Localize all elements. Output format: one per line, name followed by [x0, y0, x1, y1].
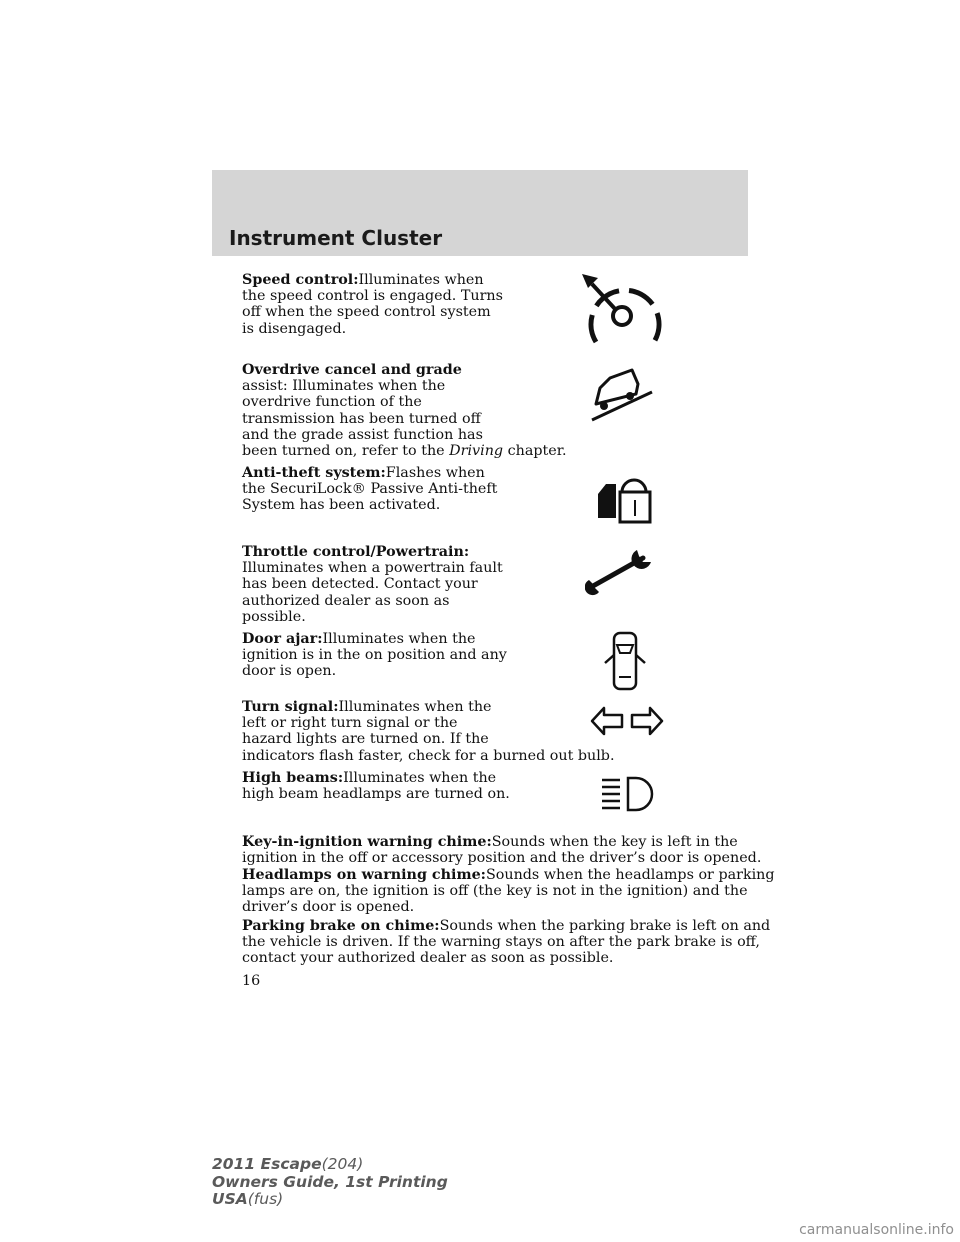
- entry-turn-signal: [242, 699, 615, 764]
- entry-door-ajar: [242, 631, 507, 680]
- entry-line: indicators flash faster, check for a burned out bulb.: [242, 747, 615, 764]
- chime-line: ignition in the off or accessory position and the driver’s door is opened.: [242, 850, 762, 867]
- chime-label: Headlamps on warning chime:: [242, 867, 486, 883]
- entry-line: high beam headlamps are turned on.: [242, 786, 510, 803]
- chime-line: contact your authorized dealer as soon as possible.: [242, 950, 614, 967]
- entry-line: possible.: [242, 608, 306, 625]
- chime-line: the vehicle is driven. If the warning stays on after the park brake is off,: [242, 934, 760, 951]
- chime-parking-brake: [242, 918, 770, 967]
- entry-line: authorized dealer as soon as: [242, 592, 450, 609]
- entry-line: assist: Illuminates when the: [242, 378, 446, 395]
- footer-market: USA: [212, 1190, 248, 1209]
- entry-overdrive-cancel: [242, 362, 567, 459]
- chime-label: Parking brake on chime:: [242, 918, 440, 934]
- grade-assist-icon: [586, 366, 656, 424]
- turn-signal-arrows-icon: [590, 705, 664, 737]
- entry-line: ignition is in the on position and any: [242, 647, 507, 664]
- footer-market-code: (fus): [247, 1190, 284, 1209]
- footer-printing: Owners Guide, 1st Printing: [212, 1172, 448, 1191]
- watermark: carmanualsonline.info: [799, 1222, 954, 1238]
- footer-model-code: (204): [321, 1155, 364, 1173]
- entry-line: Illuminates when the: [338, 699, 492, 715]
- chime-line: driver’s door is opened.: [242, 899, 415, 916]
- entry-line: Illuminates when the: [322, 631, 476, 647]
- entry-line: door is open.: [242, 663, 337, 680]
- entry-line: the SecuriLock® Passive Anti-theft: [242, 481, 498, 498]
- high-beam-icon: [600, 776, 656, 812]
- chime-headlamps-on: [242, 867, 775, 916]
- entry-line: left or right turn signal or the: [242, 715, 458, 732]
- entry-line: overdrive function of the: [242, 394, 422, 411]
- speed-control-icon: [576, 270, 666, 350]
- entry-speed-control: [242, 272, 503, 337]
- chime-line: Sounds when the headlamps or parking: [485, 867, 775, 883]
- chime-line: Sounds when the key is left in the: [491, 834, 738, 850]
- section-title: Instrument Cluster: [229, 226, 443, 250]
- chime-line: Sounds when the parking brake is left on and: [439, 918, 771, 934]
- entry-line: Illuminates when: [358, 272, 484, 288]
- entry-label: Anti-theft system:: [242, 465, 386, 481]
- entry-line: and the grade assist function has: [242, 426, 483, 443]
- chime-key-in-ignition: [242, 834, 761, 866]
- entry-line: Illuminates when a powertrain fault: [242, 560, 503, 577]
- entry-line: hazard lights are turned on. If the: [242, 731, 489, 748]
- page-number: 16: [242, 973, 261, 989]
- chime-label: Key-in-ignition warning chime:: [242, 834, 492, 850]
- wrench-icon: [585, 546, 655, 596]
- entry-line: the speed control is engaged. Turns: [242, 288, 503, 305]
- footer: [212, 1156, 448, 1209]
- entry-label: High beams:: [242, 770, 344, 786]
- entry-line: been turned on, refer to the: [242, 443, 450, 460]
- entry-line: is disengaged.: [242, 320, 347, 337]
- chapter-reference: Driving: [449, 443, 504, 460]
- entry-line: Illuminates when the: [343, 770, 497, 786]
- entry-line: has been detected. Contact your: [242, 576, 478, 593]
- entry-line: off when the speed control system: [242, 304, 491, 321]
- entry-label: Overdrive cancel and grade: [242, 362, 462, 378]
- footer-model: 2011 Escape: [212, 1155, 322, 1173]
- entry-line: transmission has been turned off: [242, 410, 481, 427]
- entry-high-beams: [242, 770, 510, 802]
- entry-line: System has been activated.: [242, 497, 441, 514]
- door-ajar-icon: [602, 631, 648, 691]
- entry-anti-theft: [242, 465, 497, 514]
- entry-line: Flashes when: [385, 465, 485, 481]
- entry-label: Speed control:: [242, 272, 359, 288]
- entry-label: Turn signal:: [242, 699, 339, 715]
- entry-throttle-control: [242, 544, 503, 625]
- entry-label: Door ajar:: [242, 631, 323, 647]
- anti-theft-lock-icon: [596, 470, 656, 526]
- entry-line: chapter.: [503, 443, 567, 460]
- chime-line: lamps are on, the ignition is off (the key is not in the ignition) and the: [242, 883, 748, 900]
- entry-label: Throttle control/Powertrain:: [242, 544, 470, 560]
